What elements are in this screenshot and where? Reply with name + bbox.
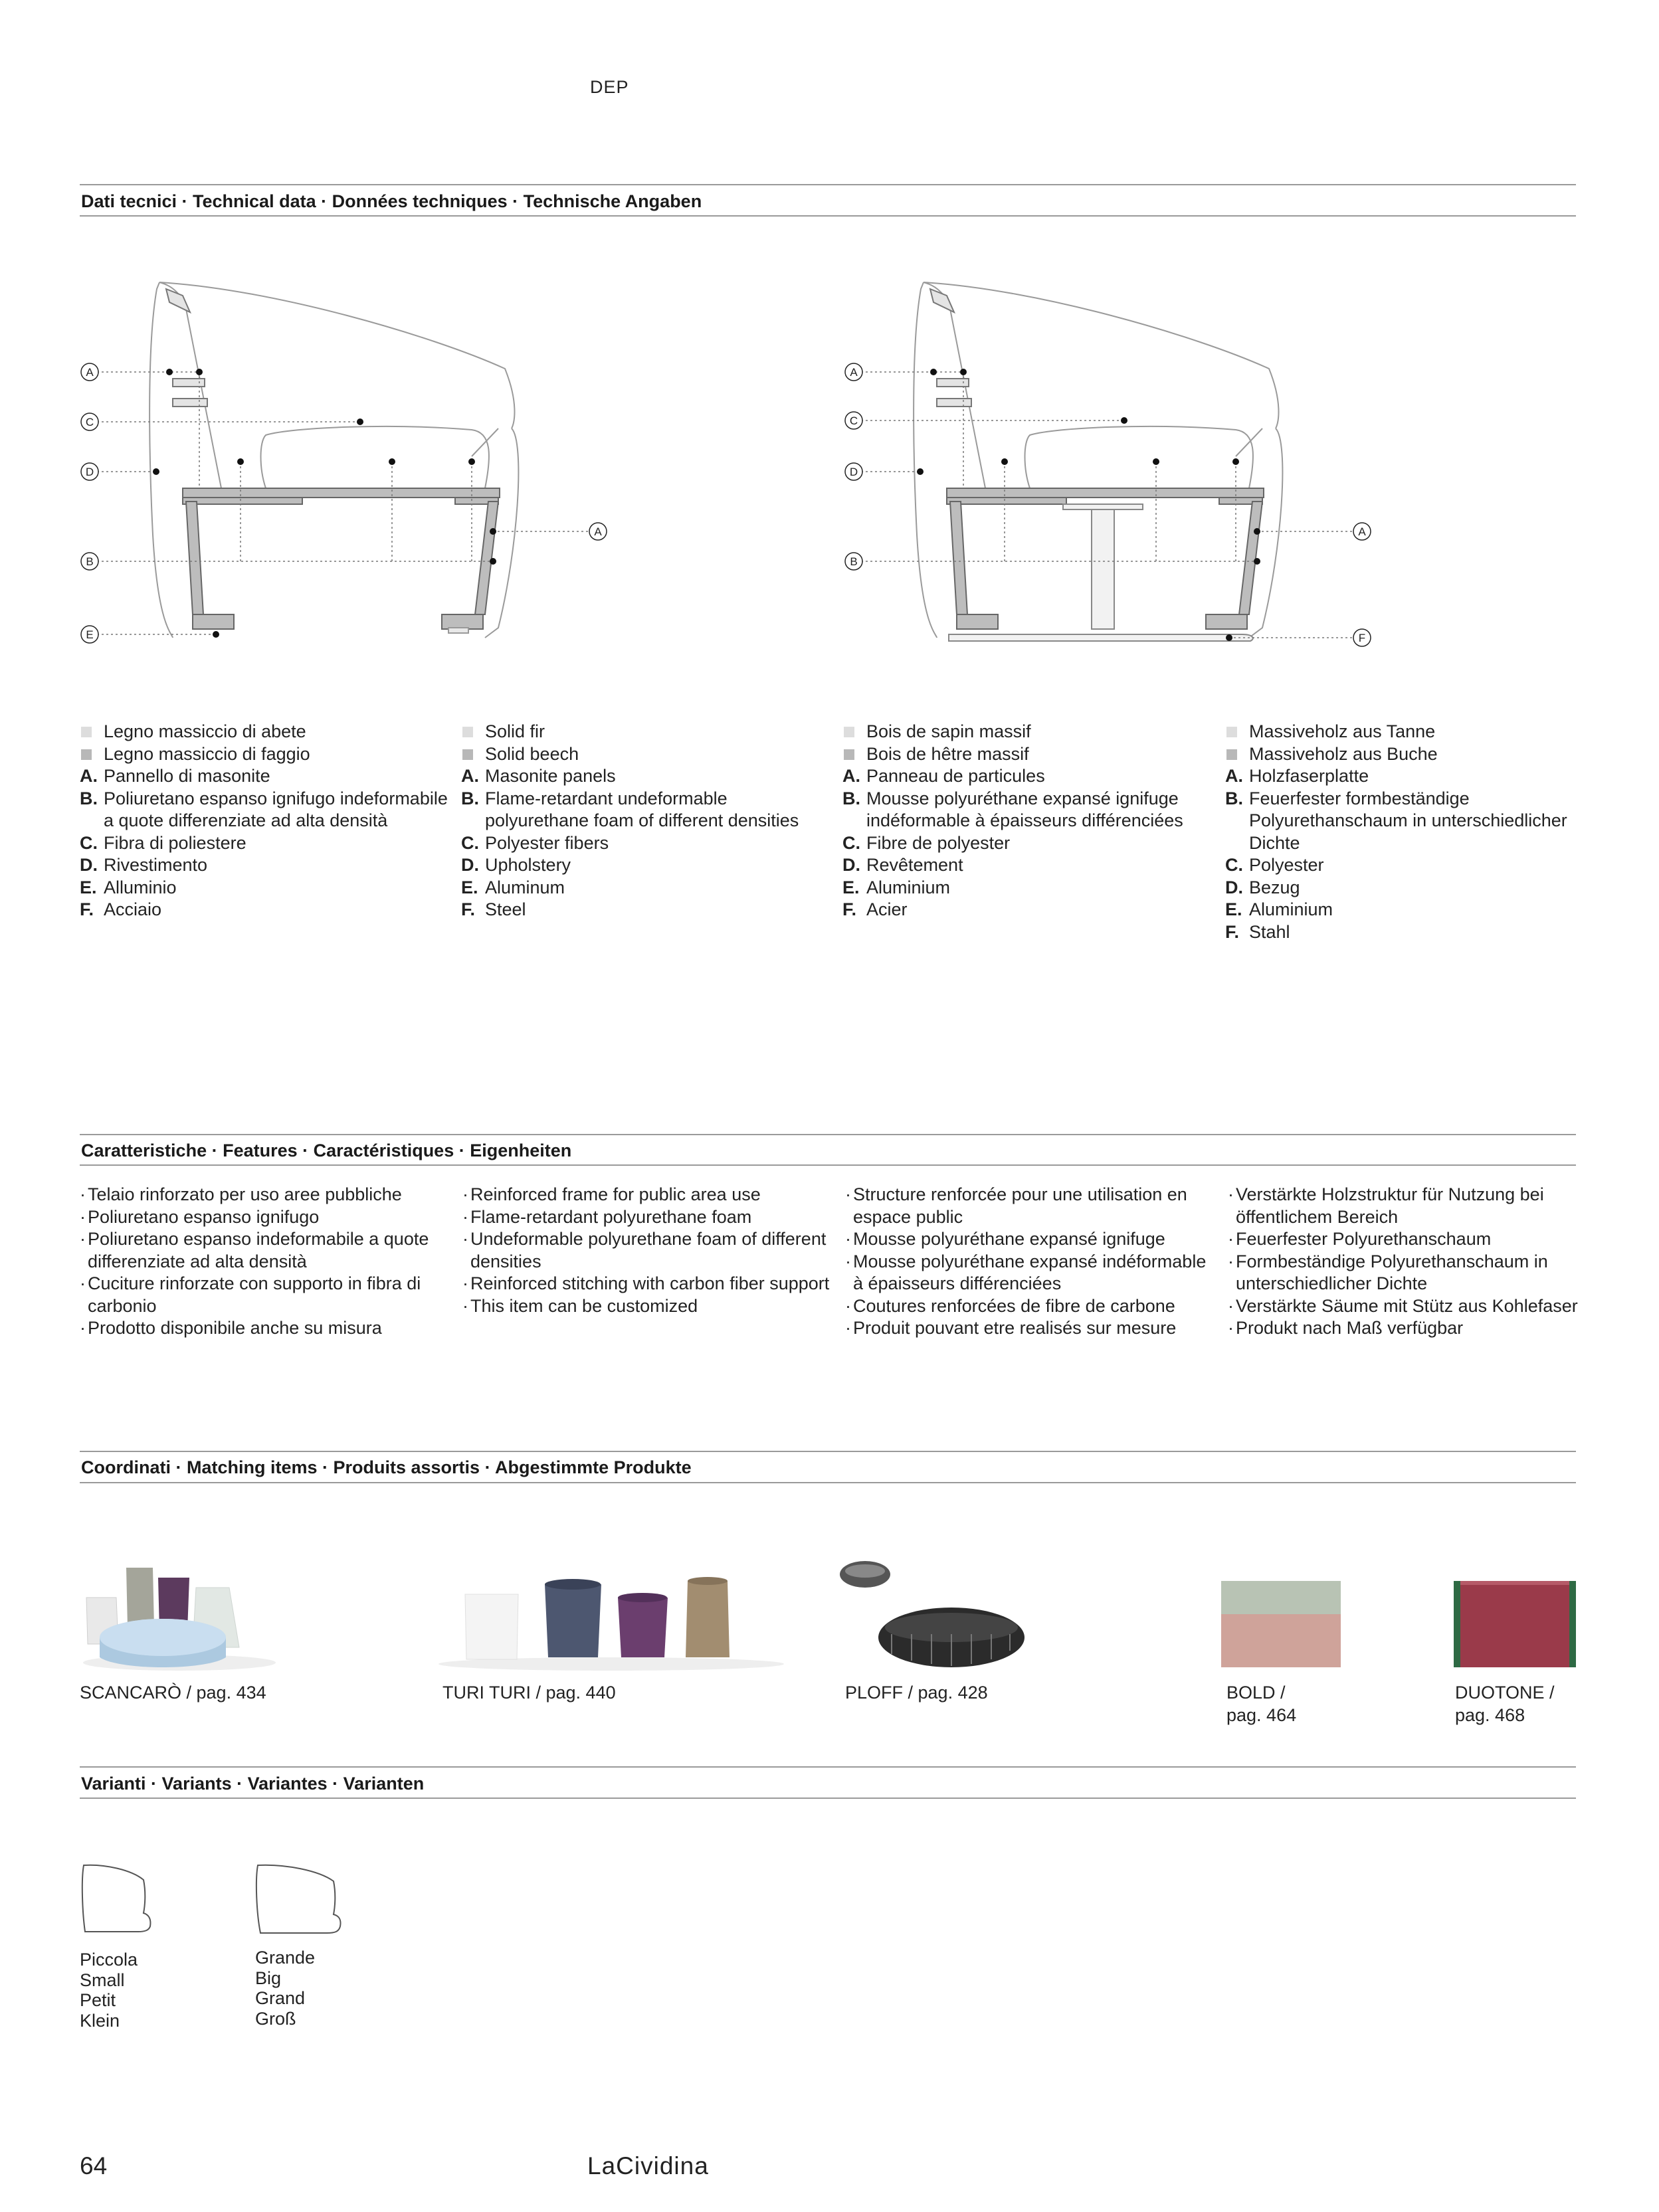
material-item: D. Rivestimento bbox=[80, 855, 208, 875]
feature-item: · Flame-retardant polyurethane foam bbox=[462, 1206, 834, 1229]
materials-column-fr bbox=[842, 721, 1215, 921]
material-item: E. Aluminium bbox=[842, 877, 951, 897]
section-rule-top bbox=[80, 1134, 1576, 1135]
material-swatch-fir: Solid fir bbox=[461, 721, 833, 743]
right-label-c: C bbox=[849, 415, 858, 427]
feature-item: · Telaio rinforzato per uso aree pubbliche bbox=[80, 1184, 452, 1206]
matching-item-duotone[interactable] bbox=[1455, 1682, 1555, 1726]
features-column-it bbox=[80, 1184, 452, 1340]
page-number: 64 bbox=[80, 2152, 108, 2179]
bold-product-image bbox=[1221, 1581, 1341, 1667]
material-swatch-beech: Solid beech bbox=[461, 743, 833, 766]
material-item: A. Holzfaserplatte bbox=[1225, 766, 1369, 786]
matching-item-duotone-page: pag. 468 bbox=[1455, 1705, 1525, 1725]
feature-item: · Poliuretano espanso ignifugo bbox=[80, 1206, 452, 1229]
material-item: C. Fibra di poliestere bbox=[80, 832, 246, 853]
material-item: B. Mousse polyuréthane expansé ignifuge indéformable à épaisseurs différenciées bbox=[842, 788, 1183, 830]
material-item: A. Panneau de particules bbox=[842, 766, 1045, 786]
scancaro-product-image bbox=[80, 1564, 279, 1674]
section-rule-bottom bbox=[80, 215, 1576, 217]
feature-item: · Produit pouvant etre realisés sur mesure bbox=[845, 1317, 1217, 1340]
variant-big-label: Grande Big Grand Groß bbox=[255, 1948, 316, 2029]
beech-swatch-icon bbox=[844, 749, 854, 760]
left-label-b: B bbox=[86, 555, 94, 568]
feature-item: · Verstärkte Holzstruktur für Nutzung bei öffentlichem Bereich bbox=[1228, 1184, 1600, 1228]
material-item: B. Poliuretano espanso ignifugo indeformabile a quote differenziate ad alta densità bbox=[80, 788, 448, 830]
features-column-en bbox=[462, 1184, 834, 1317]
materials-column-it bbox=[80, 721, 452, 921]
left-label-a2: A bbox=[594, 525, 602, 538]
material-swatch-fir: Legno massiccio di abete bbox=[80, 721, 452, 743]
feature-item: · Poliuretano espanso indeformabile a quote differenziate ad alta densità bbox=[80, 1228, 452, 1273]
material-item: A. Pannello di masonite bbox=[80, 766, 270, 786]
material-item: B. Feuerfester formbeständige Polyurethanschaum in unterschiedlicher Dichte bbox=[1225, 788, 1567, 853]
material-item: F. Steel bbox=[461, 899, 526, 919]
section-rule-top bbox=[80, 1451, 1576, 1452]
section-rule-bottom bbox=[80, 1797, 1576, 1799]
feature-item: · Produkt nach Maß verfügbar bbox=[1228, 1317, 1600, 1340]
features-column-de bbox=[1228, 1184, 1600, 1340]
feature-item: · Reinforced frame for public area use bbox=[462, 1184, 834, 1206]
section-rule-bottom bbox=[80, 1482, 1576, 1483]
duotone-product-image bbox=[1454, 1581, 1576, 1667]
matching-item-scancaro[interactable]: SCANCARÒ / pag. 434 bbox=[80, 1683, 266, 1703]
feature-item: · Structure renforcée pour une utilisation en espace public bbox=[845, 1184, 1217, 1228]
beech-swatch-icon bbox=[462, 749, 473, 760]
right-label-b: B bbox=[850, 555, 858, 568]
material-item: E. Aluminium bbox=[1225, 899, 1333, 919]
feature-item: · Cuciture rinforzate con supporto in fibra di carbonio bbox=[80, 1273, 452, 1317]
beech-swatch-icon bbox=[81, 749, 92, 760]
material-item: B. Flame-retardant undeformable polyurethane foam of different densities bbox=[461, 788, 799, 830]
material-swatch-beech: Bois de hêtre massif bbox=[842, 743, 1215, 766]
feature-item: · Reinforced stitching with carbon fiber support bbox=[462, 1273, 834, 1295]
material-item: F. Acier bbox=[842, 899, 908, 919]
right-label-a2: A bbox=[1358, 525, 1366, 538]
fir-swatch-icon bbox=[844, 727, 854, 737]
left-label-e: E bbox=[86, 628, 94, 641]
variants-section-title: Varianti · Variants · Variantes · Varianten bbox=[81, 1774, 425, 1794]
material-item: F. Acciaio bbox=[80, 899, 162, 919]
material-item: A. Masonite panels bbox=[461, 766, 616, 786]
feature-item: · Formbeständige Polyurethanschaum in unterschiedlicher Dichte bbox=[1228, 1251, 1600, 1295]
materials-column-de bbox=[1225, 721, 1597, 943]
materials-column-en bbox=[461, 721, 833, 921]
matching-item-bold-name: BOLD / bbox=[1226, 1683, 1286, 1703]
left-label-d: D bbox=[85, 466, 94, 478]
beech-swatch-icon bbox=[1226, 749, 1237, 760]
section-rule-bottom bbox=[80, 1164, 1576, 1166]
feature-item: · Feuerfester Polyurethanschaum bbox=[1228, 1228, 1600, 1251]
turi-turi-product-image bbox=[432, 1574, 791, 1674]
material-item: E. Aluminum bbox=[461, 877, 565, 897]
material-item: C. Fibre de polyester bbox=[842, 832, 1011, 853]
matching-item-turi-turi[interactable]: TURI TURI / pag. 440 bbox=[442, 1683, 616, 1703]
fir-swatch-icon bbox=[462, 727, 473, 737]
brand-name: LaCividina bbox=[587, 2152, 709, 2179]
material-swatch-fir: Bois de sapin massif bbox=[842, 721, 1215, 743]
features-column-fr bbox=[845, 1184, 1217, 1340]
matching-item-bold[interactable] bbox=[1226, 1682, 1296, 1726]
matching-item-ploff[interactable]: PLOFF / pag. 428 bbox=[845, 1683, 988, 1703]
right-label-f: F bbox=[1358, 632, 1366, 644]
variant-small-chair-icon bbox=[78, 1860, 155, 1936]
fir-swatch-icon bbox=[1226, 727, 1237, 737]
feature-item: · Undeformable polyurethane foam of different densities bbox=[462, 1228, 834, 1273]
material-item: E. Alluminio bbox=[80, 877, 177, 897]
variant-small-label: Piccola Small Petit Klein bbox=[80, 1950, 138, 2031]
feature-item: · Coutures renforcées de fibre de carbone bbox=[845, 1295, 1217, 1318]
chair-section-diagram-right bbox=[837, 269, 1382, 654]
chair-section-diagram-left bbox=[73, 269, 618, 654]
material-item: C. Polyester fibers bbox=[461, 832, 609, 853]
feature-item: · Mousse polyuréthane expansé indéformable à épaisseurs différenciées bbox=[845, 1251, 1217, 1295]
section-rule-top bbox=[80, 1766, 1576, 1768]
feature-item: · This item can be customized bbox=[462, 1295, 834, 1318]
material-swatch-fir: Massiveholz aus Tanne bbox=[1225, 721, 1597, 743]
section-rule-top bbox=[80, 184, 1576, 185]
left-label-c: C bbox=[85, 416, 94, 428]
variant-big-chair-icon bbox=[252, 1860, 345, 1940]
matching-item-bold-page: pag. 464 bbox=[1226, 1705, 1297, 1725]
material-swatch-beech: Legno massiccio di faggio bbox=[80, 743, 452, 766]
feature-item: · Prodotto disponibile anche su misura bbox=[80, 1317, 452, 1340]
right-label-a: A bbox=[850, 366, 858, 379]
features-section-title: Caratteristiche · Features · Caractéristiques · Eigenheiten bbox=[81, 1141, 572, 1160]
left-label-a: A bbox=[86, 366, 94, 379]
feature-item: · Mousse polyuréthane expansé ignifuge bbox=[845, 1228, 1217, 1251]
fir-swatch-icon bbox=[81, 727, 92, 737]
material-item: C. Polyester bbox=[1225, 855, 1324, 875]
material-item: F. Stahl bbox=[1225, 921, 1290, 942]
right-label-d: D bbox=[849, 466, 858, 478]
material-item: D. Bezug bbox=[1225, 877, 1300, 897]
ploff-product-image bbox=[838, 1554, 1031, 1671]
matching-item-duotone-name: DUOTONE / bbox=[1455, 1683, 1555, 1703]
material-item: D. Revêtement bbox=[842, 855, 963, 875]
material-swatch-beech: Massiveholz aus Buche bbox=[1225, 743, 1597, 766]
matching-section-title: Coordinati · Matching items · Produits assortis · Abgestimmte Produkte bbox=[81, 1457, 692, 1477]
product-name: DEP bbox=[590, 77, 629, 97]
feature-item: · Verstärkte Säume mit Stütz aus Kohlefaser bbox=[1228, 1295, 1600, 1318]
material-item: D. Upholstery bbox=[461, 855, 571, 875]
technical-section-title: Dati tecnici · Technical data · Données techniques · Technische Angaben bbox=[81, 191, 702, 211]
